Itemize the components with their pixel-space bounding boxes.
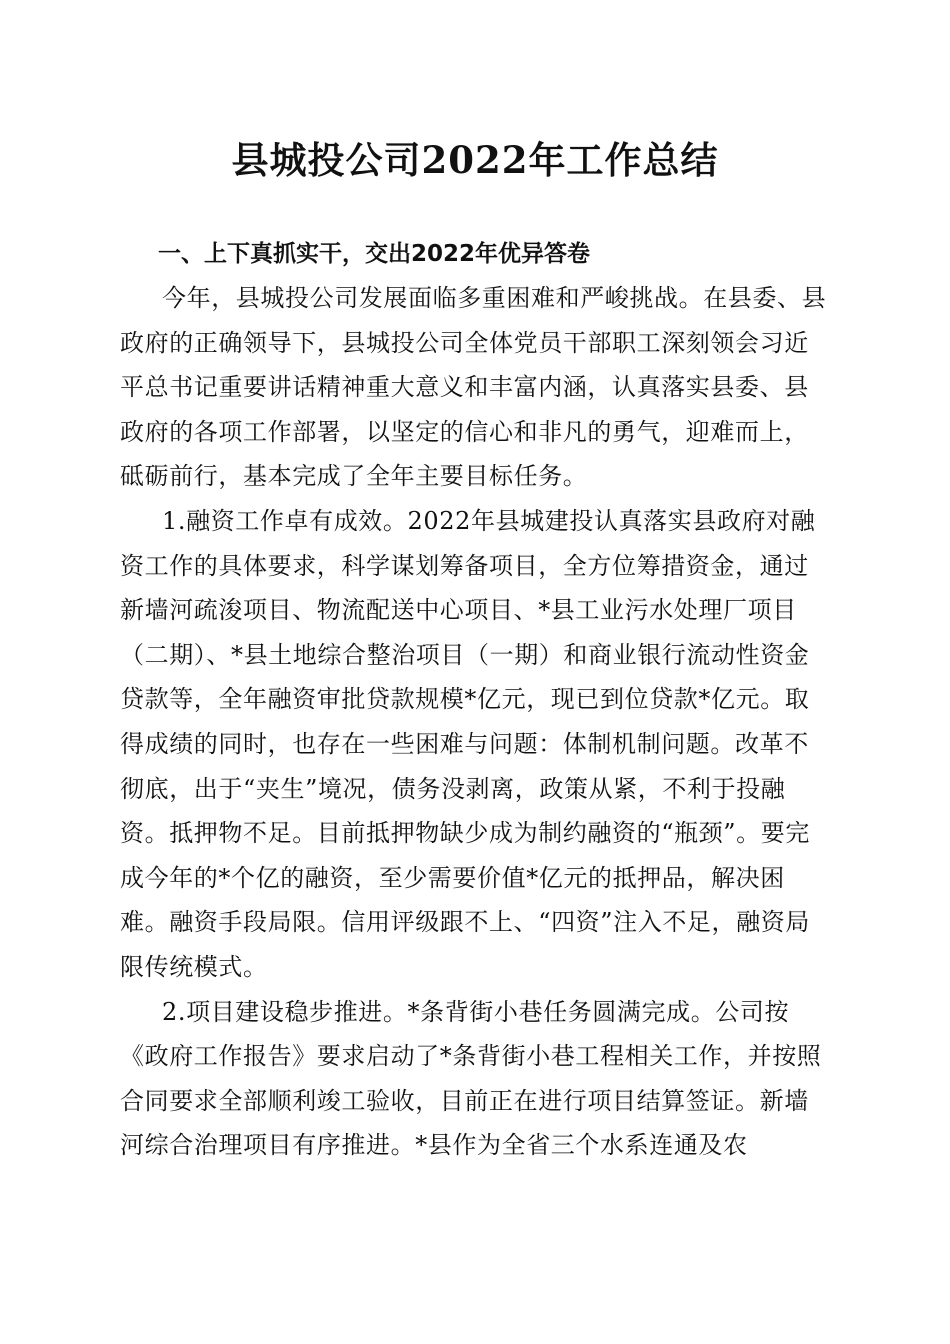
paragraph-intro: 今年，县城投公司发展面临多重困难和严峻挑战。在县委、县政府的正确领导下，县城投公司全体党员干部职工深刻领会习近平总书记重要讲话精神重大意义和丰富内涵，认真落实县委、县政府的各项工作部署，以坚定的信心和非凡的勇气，迎难而上，砥砺前行，基本完成了全年主要目标任务。 (120, 284, 827, 491)
section-heading: 一、上下真抓实干，交出2022年优异答卷 (158, 241, 591, 267)
document-title: 县城投公司2022年工作总结 (231, 138, 719, 182)
document-body (120, 232, 832, 1168)
paragraph-financing: 1.融资工作卓有成效。2022年县城建投认真落实县政府对融资工作的具体要求，科学谋划筹备项目，全方位筹措资金，通过新墙河疏浚项目、物流配送中心项目、*县工业污水处理厂项目（二期）、*县土地综合整治项目（一期）和商业银行流动性资金贷款等，全年融资审批贷款规模*亿元，现已到位贷款*亿元。取得成绩的同时，也存在一些困难与问题：体制机制问题。改革不彻底，出于“夹生”境况，债务没剥离，政策从紧，不利于投融资。抵押物不足。目前抵押物缺少成为制约融资的“瓶颈”。要完成今年的*个亿的融资，至少需要价值*亿元的抵押品，解决困难。融资手段局限。信用评级跟不上、“四资”注入不足，融资局限传统模式。 (120, 506, 816, 981)
paragraph-project-construction: 2.项目建设稳步推进。*条背街小巷任务圆满完成。公司按《政府工作报告》要求启动了*条背街小巷工程相关工作，并按照合同要求全部顺利竣工验收，目前正在进行项目结算签证。新墙河综合治理项目有序推进。*县作为全省三个水系连通及农 (120, 997, 822, 1160)
